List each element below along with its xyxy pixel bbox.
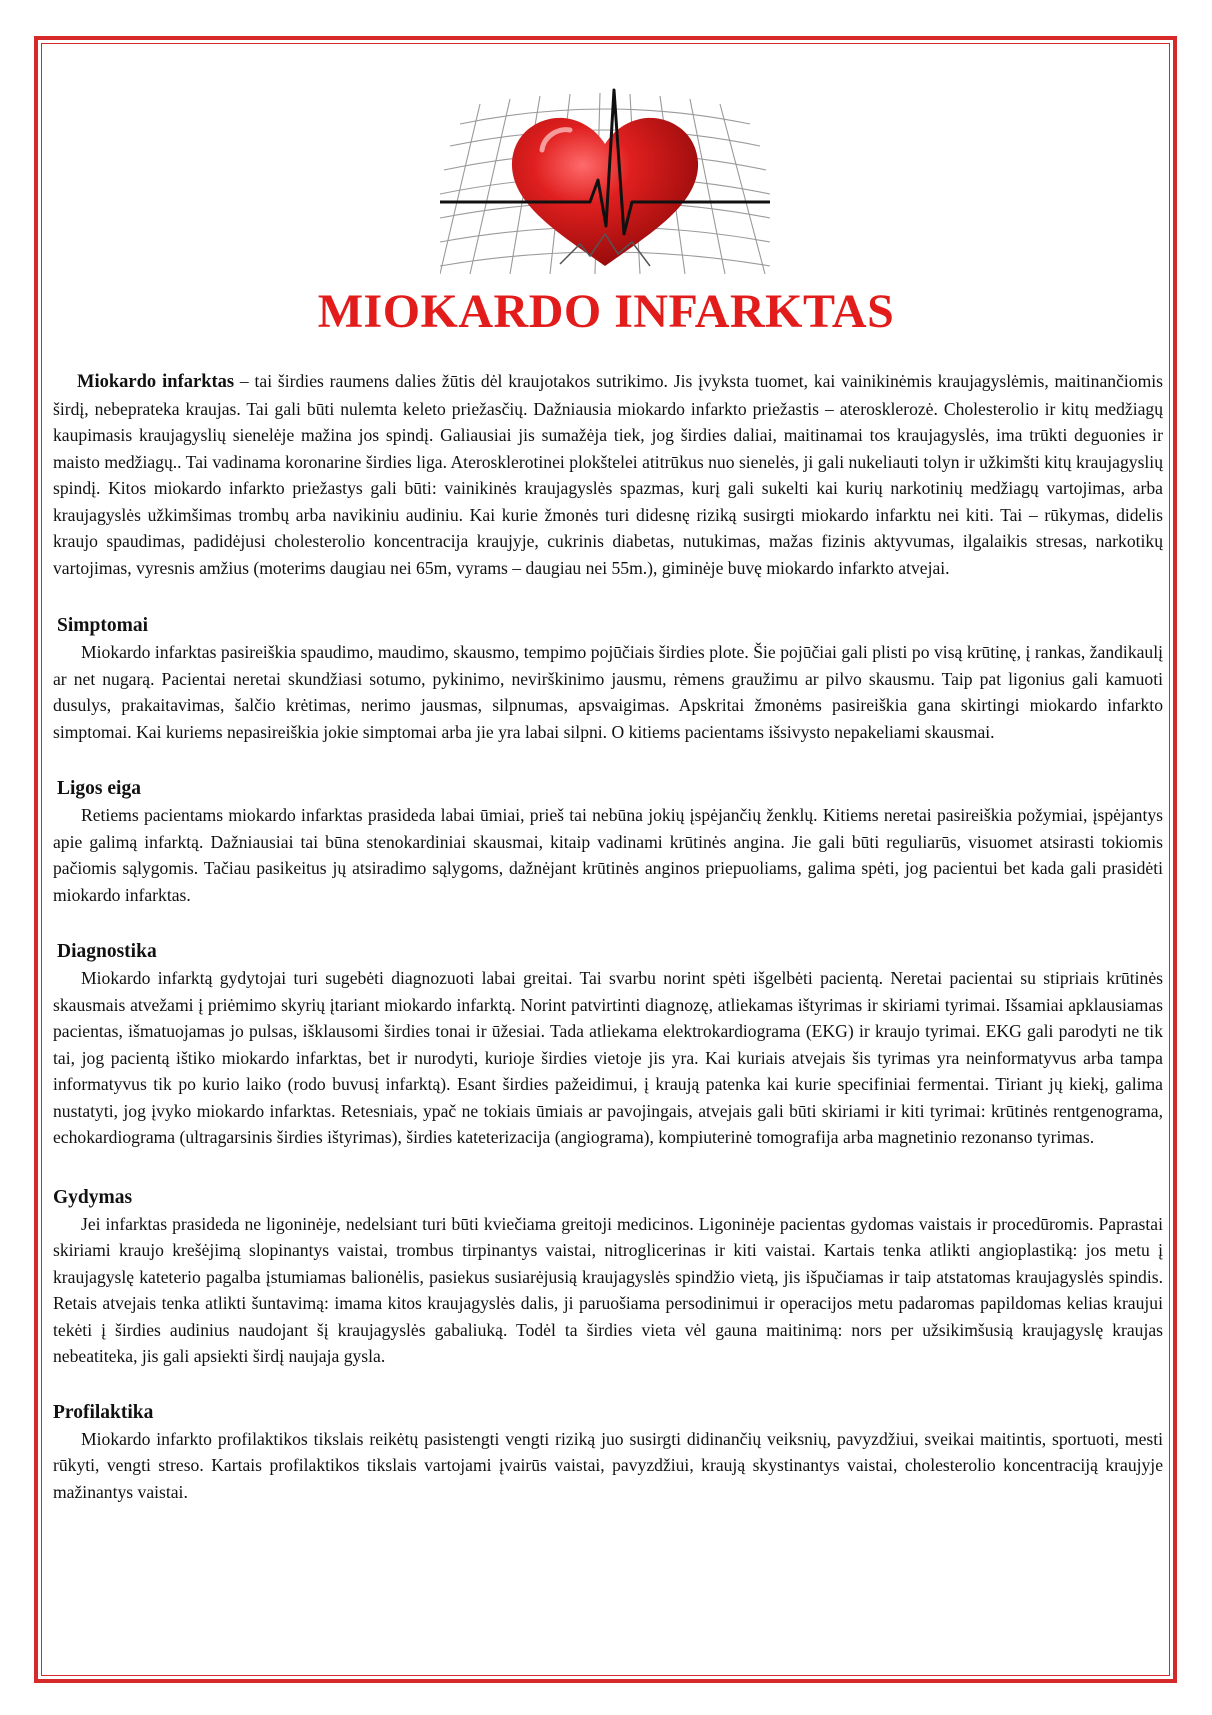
section-gydymas — [53, 1185, 1163, 1370]
section-diagnostika — [53, 939, 1163, 1151]
section-ligos-eiga — [53, 776, 1163, 908]
section-simptomai — [53, 613, 1163, 745]
section-text: Miokardo infarktą gydytojai turi sugebėti diagnozuoti labai greitai. Tai svarbu norint spėti išgelbėti pacientą. Neretai pacientai su stipriais krūtinės skausmais atvežami į priėmimo skyrių įtariant miokardo infarktą. Norint patvirtinti diagnozę, atliekamas ištyrimas ir skiriami tyrimai. Išsamiai apklausiamas pacientas, išmatuojamas jo pulsas, išklausomi širdies tonai ir ūžesiai. Tada atliekama elektrokardiograma (EKG) ir kraujo tyrimai. EKG gali parodyti ne tik tai, jog pacientą ištiko miokardo infarktas, bet ir nurodyti, kurioje širdies vietoje jis yra. Kai kuriais atvejais šis tyrimas yra neinformatyvus arba tampa informatyvus tik po kurio laiko (rodo buvusį infarktą). Esant širdies pažeidimui, į kraują patenka kai kurie specifiniai fermentai. Tiriant jų kiekį, galima nustatyti, jog įvyko miokardo infarktas. Retesniais, ypač ne tokiais ūmiais ar pavojingais, atvejais gali būti skiriami ir kiti tyrimai: krūtinės rentgenograma, echokardiograma (ultragarsinis širdies ištyrimas), širdies kateterizacija (angiograma), kompiuterinė tomografija arba magnetinio rezonanso tyrimas. — [53, 968, 1163, 1147]
intro-term: Miokardo infarktas — [77, 372, 235, 392]
section-text: Retiems pacientams miokardo infarktas prasideda labai ūmiai, prieš tai nebūna jokių įspėjančių ženklų. Kitiems neretai pasireiškia požymiai, įspėjantys apie galimą infarktą. Dažniausiai tai būna stenokardiniai skausmai, kitaip vadinami krūtinės angina. Jie gali būti reguliarūs, visuomet atsirasti tokiomis pačiomis sąlygomis. Tačiau pasikeitus jų atsiradimo sąlygoms, dažnėjant krūtinės anginos priepuoliams, galima spėti, jog pacientui bet kada gali prasidėti miokardo infarktas. — [53, 805, 1163, 905]
intro-paragraph — [53, 368, 1163, 581]
section-heading: Ligos eiga — [57, 778, 141, 799]
page-title: MIOKARDO INFARKTAS — [317, 285, 895, 338]
section-heading: Simptomai — [57, 615, 149, 636]
section-text: Jei infarktas prasideda ne ligoninėje, nedelsiant turi būti kviečiama greitoji medicinos. Ligoninėje pacientas gydomas vaistais ir procedūromis. Paprastai skiriami kraujo krešėjimą slopinantys vaistai, trombus tirpinantys vaistai, nitroglicerinas ir kiti vaistai. Kartais tenka atlikti angioplastiką: jos metu į kraujagyslę kateterio pagalba įstumiamas balionėlis, pasiekus susiarėjusią kraujagyslės spindžio vietą, jis išpučiamas ir taip atstatomas kraujagyslės spindis. Retais atvejais tenka atlikti šuntavimą: imama kitos kraujagyslės dalis, ji paruošiama persodinimui ir operacijos metu padaromas papildomas kelias kraujui tekėti į širdies audinius naudojant šį kraujagyslės gabaliuką. Todėl ta širdies vieta vėl gauna maitinimą: nors per užsikimšusią kraujagyslę kraujas nebeatiteka, jis gali apsiekti širdį naujaja gysla. — [53, 1213, 1163, 1366]
article-body — [53, 368, 1163, 1505]
section-profilaktika — [53, 1400, 1163, 1506]
section-heading: Diagnostika — [57, 941, 157, 962]
section-text: Miokardo infarkto profilaktikos tikslais reikėtų pasistengti vengti riziką juo susirgti didinančių veiksnių, pavyzdžiui, sveikai maitintis, sportuoti, mesti rūkyti, vengti streso. Kartais profilaktikos tikslais vartojami įvairūs vaistai, pavyzdžiui, kraują skystinantys vaistai, cholesterolio koncentraciją kraujyje mažinantys vaistai. — [53, 1428, 1163, 1502]
section-heading: Profilaktika — [53, 1401, 154, 1423]
intro-text: – tai širdies raumens dalies žūtis dėl kraujotakos sutrikimo. Jis įvyksta tuomet, kai vainikinėmis kraujagyslėmis, maitinančiomis širdį, nebeprateka kraujas. Tai gali būti nulemta keleto priežasčių. Dažniausia miokardo infarkto priežastis – aterosklerozė. Cholesterolio ir kitų medžiagų kaupimasis kraujagyslių sienelėje mažina jos spindį. Galiausiai jis sumažėja tiek, jog širdies daliai, maitinamai tos kraujagyslės, ima trūkti deguonies ir maisto medžiagų.. Tai vadinama koronarine širdies liga. Aterosklerotinei plokštelei atitrūkus nuo sienelės, ji gali nukeliauti tolyn ir užkimšti kitų kraujagyslių spindį. Kitos miokardo infarkto priežastys gali būti: vainikinės kraujagyslės spazmas, kurį gali sukelti kai kurių narkotinių medžiagų vartojimas, arba kraujagyslės užkimšimas trombų arba navikiniu audiniu. Kai kurie žmonės turi didesnę riziką susirgti miokardo infarktu nei kiti. Tai – rūkymas, didelis kraujo spaudimas, padidėjusi cholesterolio koncentracija kraujyje, cukrinis diabetas, nutukimas, mažas fizinis aktyvumas, ilgalaikis stresas, narkotikų vartojimas, vyresnis amžius (moterims daugiau nei 65m, vyrams – daugiau nei 55m.), giminėje buvę miokardo infarkto atvejai. — [53, 371, 1164, 578]
section-heading: Gydymas — [53, 1186, 133, 1208]
heart-shape — [512, 118, 698, 266]
heart-ecg-image — [440, 84, 770, 274]
section-text: Miokardo infarktas pasireiškia spaudimo, maudimo, skausmo, tempimo pojūčiais širdies plote. Šie pojūčiai gali plisti po visą krūtinę, į rankas, žandikaulį ar net nugarą. Pacientai neretai skundžiasi sotumo, pykinimo, nevirškinimo jausmu, rėmens graužimu ar pilvo skausmu. Taip pat ligonius gali kamuoti dusulys, prakaitavimas, šalčio krėtimas, nerimo jausmas, silpnumas, apsvaigimas. Apskritai žmonėms pasireiškia gana skirtingi miokardo infarkto simptomai. Kai kuriems nepasireiškia jokie simptomai arba jie yra labai silpni. O kitiems pacientams išsivysto nepakeliami skausmai. — [53, 642, 1163, 742]
